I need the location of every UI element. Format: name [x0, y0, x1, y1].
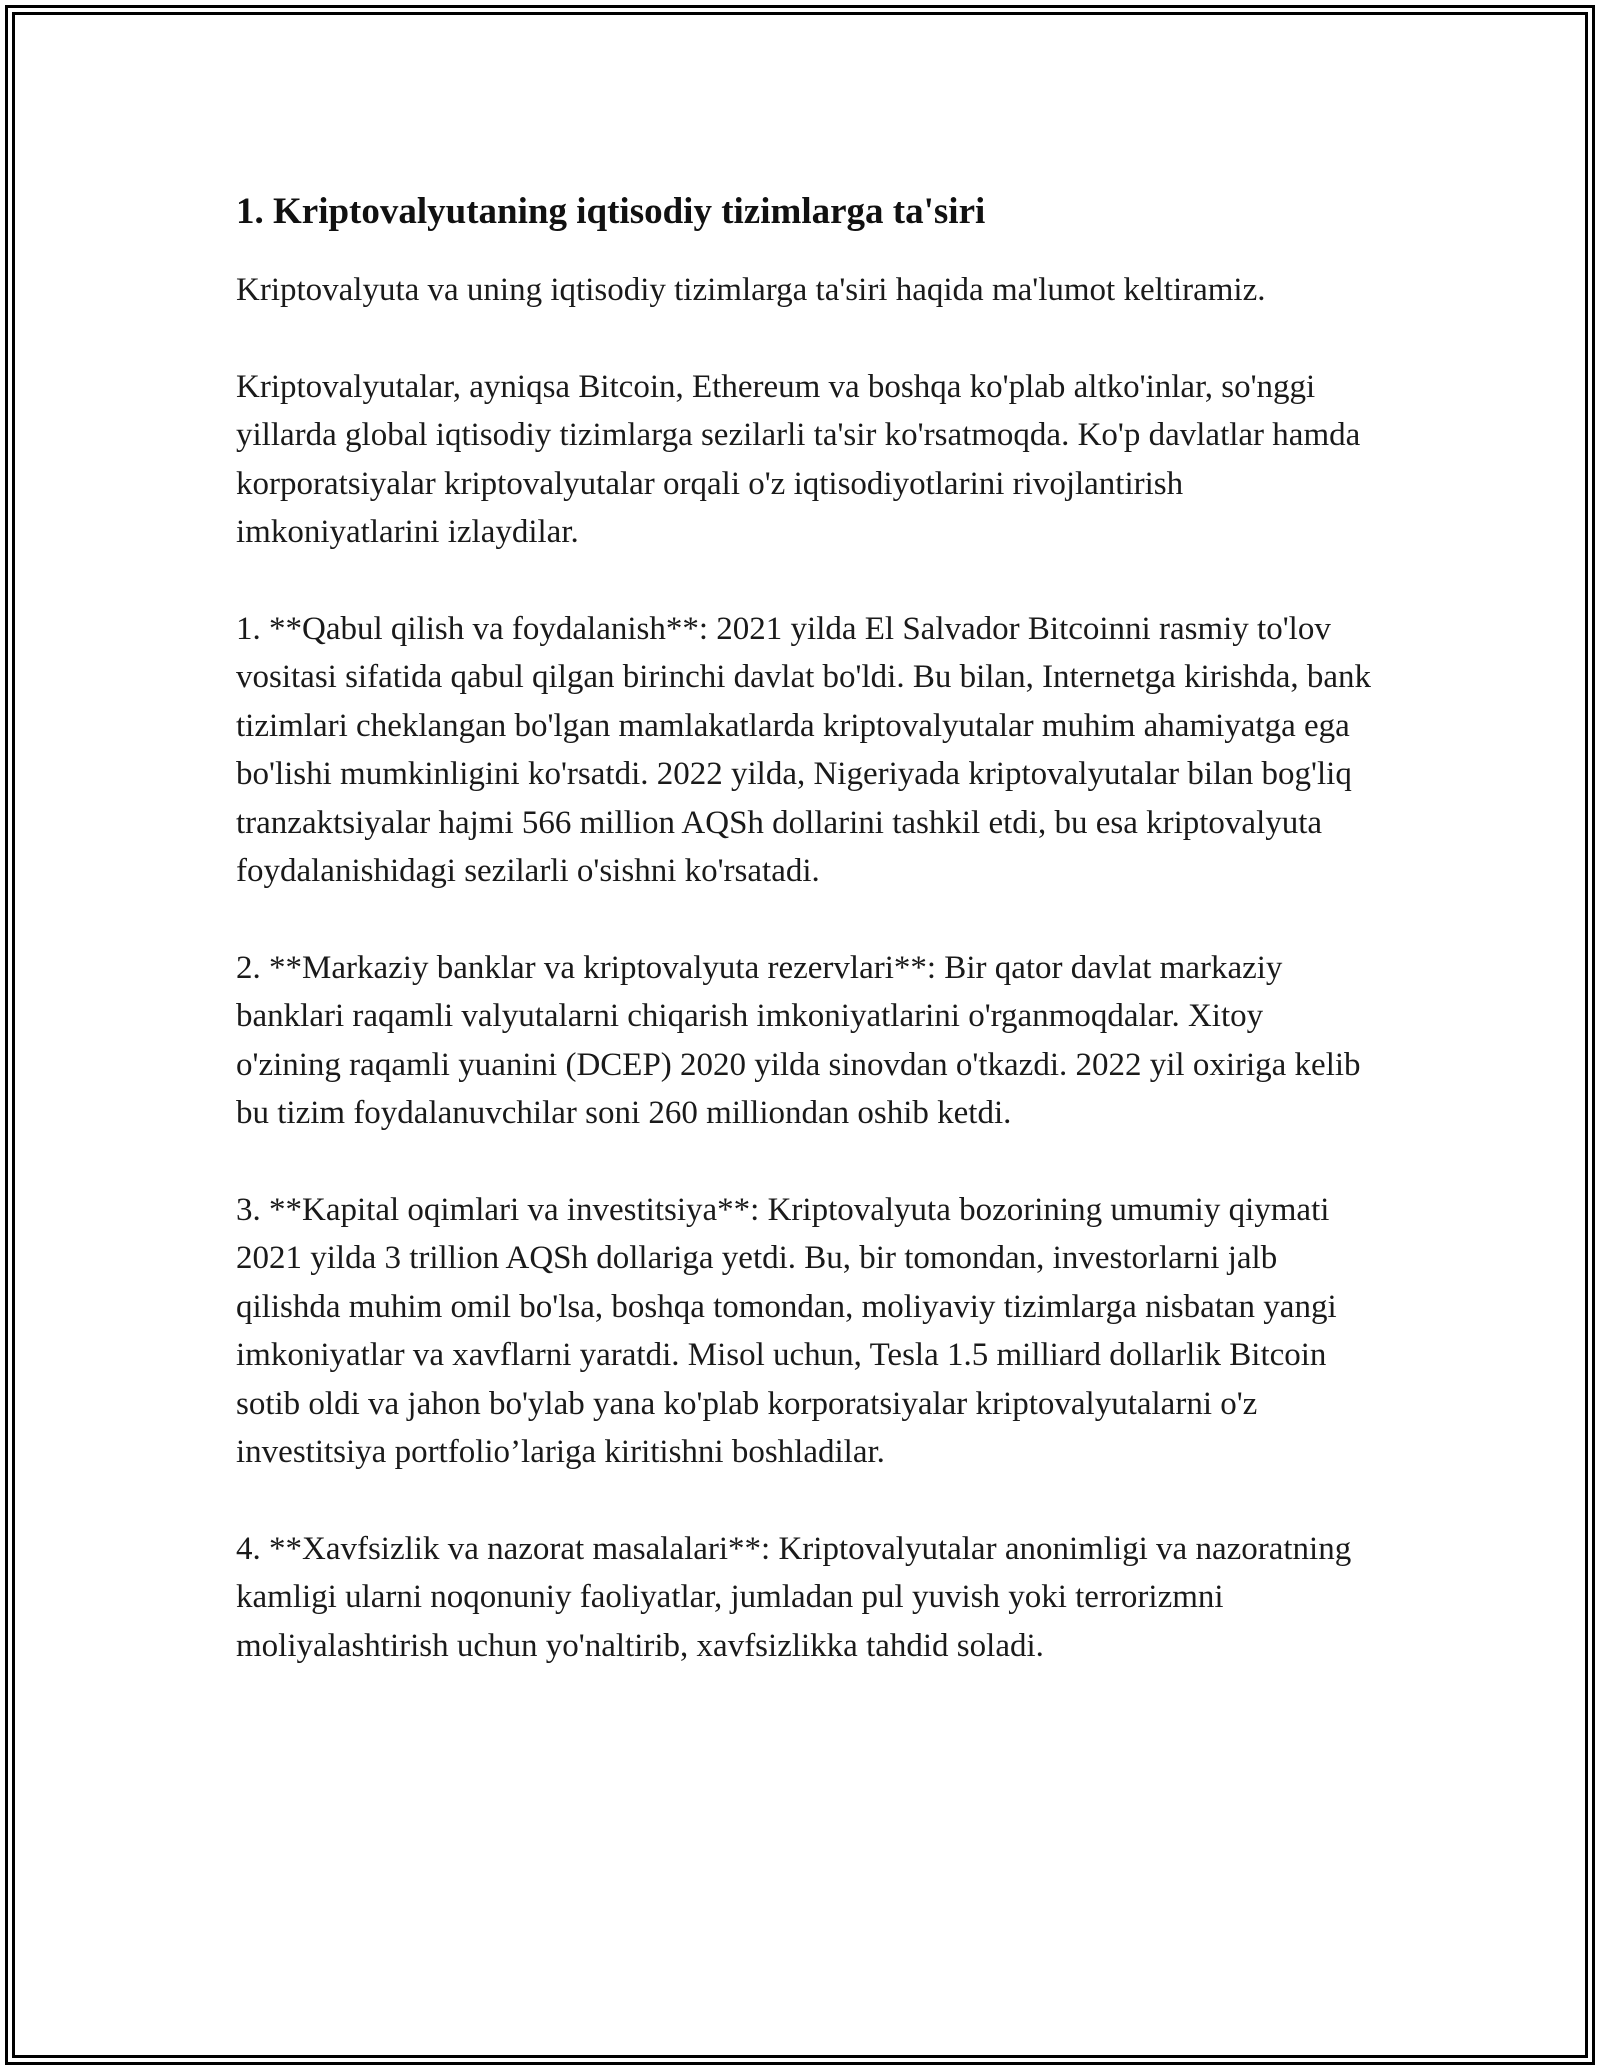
- overview-paragraph: Kriptovalyutalar, ayniqsa Bitcoin, Ethereum va boshqa ko'plab altko'inlar, so'nggi yillarda global iqtisodiy tizimlarga sezilarli ta'sir ko'rsatmoqda. Ko'p davlatlar hamda korporatsiyalar kriptovalyutalar orqali o'z iqtisodiyotlarini rivojlantirish imkoniyatlarini izlaydilar.: [236, 368, 1361, 550]
- document-body: [236, 188, 1376, 1718]
- document-title: 1. Kriptovalyutaning iqtisodiy tizimlarga ta'siri: [236, 191, 986, 232]
- point-2-paragraph: 2. **Markaziy banklar va kriptovalyuta rezervlari**: Bir qator davlat markaziy banklari raqamli valyutalarni chiqarish imkoniyatlarini o'rganmoqdalar. Xitoy o'zining raqamli yuanini (DCEP) 2020 yilda sinovdan o'tkazdi. 2022 yil oxiriga kelib bu tizim foydalanuvchilar soni 260 milliondan oshib ketdi.: [236, 949, 1361, 1131]
- point-1-paragraph: 1. **Qabul qilish va foydalanish**: 2021 yilda El Salvador Bitcoinni rasmiy to'lov vositasi sifatida qabul qilgan birinchi davlat bo'ldi. Bu bilan, Internetga kirishda, bank tizimlari cheklangan bo'lgan mamlakatlarda kriptovalyutalar muhim ahamiyatga ega bo'lishi mumkinligini ko'rsatdi. 2022 yilda, Nigeriyada kriptovalyutalar bilan bog'liq tranzaktsiyalar hajmi 566 million AQSh dollarini tashkil etdi, bu esa kriptovalyuta foydalanishidagi sezilarli o'sishni ko'rsatadi.: [236, 610, 1372, 889]
- intro-paragraph: Kriptovalyuta va uning iqtisodiy tizimlarga ta'siri haqida ma'lumot keltiramiz.: [236, 272, 1266, 308]
- point-4-paragraph: 4. **Xavfsizlik va nazorat masalalari**: Kriptovalyutalar anonimligi va nazoratning kamligi ularni noqonuniy faoliyatlar, jumladan pul yuvish yoki terrorizmni moliyalashtirish uchun yo'naltirib, xavfsizlikka tahdid soladi.: [236, 1530, 1352, 1664]
- point-3-paragraph: 3. **Kapital oqimlari va investitsiya**: Kriptovalyuta bozorining umumiy qiymati 2021 yilda 3 trillion AQSh dollariga yetdi. Bu, bir tomondan, investorlarni jalb qilishda muhim omil bo'lsa, boshqa tomondan, moliyaviy tizimlarga nisbatan yangi imkoniyatlar va xavflarni yaratdi. Misol uchun, Tesla 1.5 milliard dollarlik Bitcoin sotib oldi va jahon bo'ylab yana ko'plab korporatsiyalar kriptovalyutalarni o'z investitsiya portfolio’lariga kiritishni boshladilar.: [236, 1191, 1337, 1470]
